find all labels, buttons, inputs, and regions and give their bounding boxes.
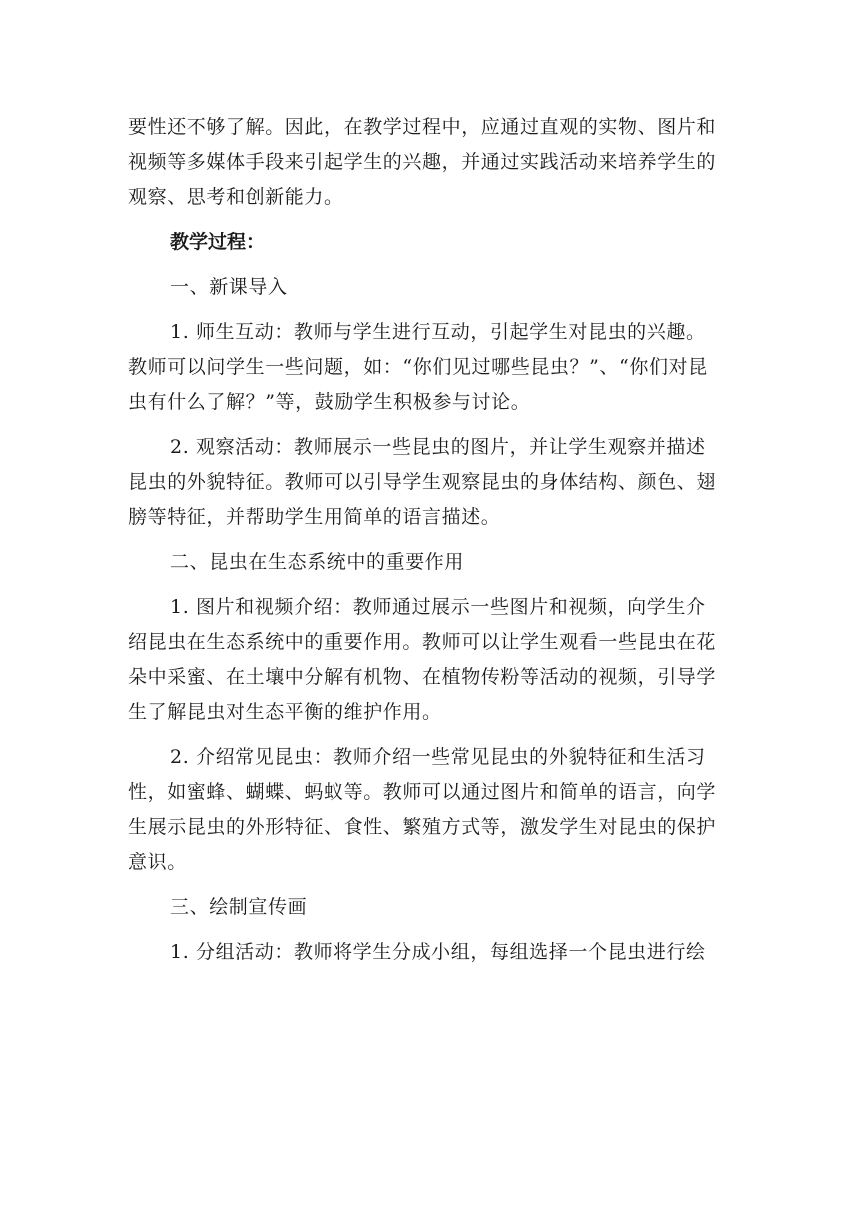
text-line: 绍昆虫在生态系统中的重要作用。教师可以让学生观看一些昆虫在花 — [128, 631, 717, 653]
text-line: 2. 介绍常见昆虫：教师介绍一些常见昆虫的外貌特征和生活习 — [170, 746, 706, 768]
section-title-3: 三、绘制宣传画 — [170, 896, 308, 918]
section-title-2: 二、昆虫在生态系统中的重要作用 — [170, 551, 465, 573]
paragraph-interaction — [128, 315, 732, 420]
intro-paragraph — [128, 110, 732, 215]
text-line: 1. 师生互动：教师与学生进行互动，引起学生对昆虫的兴趣。 — [170, 321, 706, 343]
section-title-1: 一、新课导入 — [170, 276, 288, 298]
document-page — [128, 110, 732, 970]
text-line: 观察、思考和创新能力。 — [128, 186, 344, 208]
text-line: 昆虫的外貌特征。教师可以引导学生观察昆虫的身体结构、颜色、翅 — [128, 471, 717, 493]
text-line: 2. 观察活动：教师展示一些昆虫的图片，并让学生观察并描述 — [170, 436, 706, 458]
text-line: 要性还不够了解。因此，在教学过程中，应通过直观的实物、图片和 — [128, 116, 717, 138]
text-line: 教师可以问学生一些问题，如：“你们见过哪些昆虫？”、“你们对昆 — [128, 356, 708, 378]
text-line: 朵中采蜜、在土壤中分解有机物、在植物传粉等活动的视频，引导学 — [128, 666, 717, 688]
paragraph-observation — [128, 430, 732, 535]
text-line: 意识。 — [128, 851, 187, 873]
text-line: 视频等多媒体手段来引起学生的兴趣，并通过实践活动来培养学生的 — [128, 151, 717, 173]
text-line: 膀等特征，并帮助学生用简单的语言描述。 — [128, 506, 501, 528]
section-heading: 教学过程： — [170, 231, 266, 253]
paragraph-group-activity — [128, 935, 732, 970]
text-line: 虫有什么了解？”等，鼓励学生积极参与讨论。 — [128, 391, 531, 413]
text-line: 性，如蜜蜂、蝴蝶、蚂蚁等。教师可以通过图片和简单的语言，向学 — [128, 781, 717, 803]
paragraph-common-insects — [128, 740, 732, 880]
text-line: 1. 图片和视频介绍：教师通过展示一些图片和视频，向学生介 — [170, 596, 706, 618]
text-line: 生了解昆虫对生态平衡的维护作用。 — [128, 701, 442, 723]
text-line: 生展示昆虫的外形特征、食性、繁殖方式等，激发学生对昆虫的保护 — [128, 816, 717, 838]
paragraph-media-intro — [128, 590, 732, 730]
text-line: 1. 分组活动：教师将学生分成小组，每组选择一个昆虫进行绘 — [170, 941, 706, 963]
